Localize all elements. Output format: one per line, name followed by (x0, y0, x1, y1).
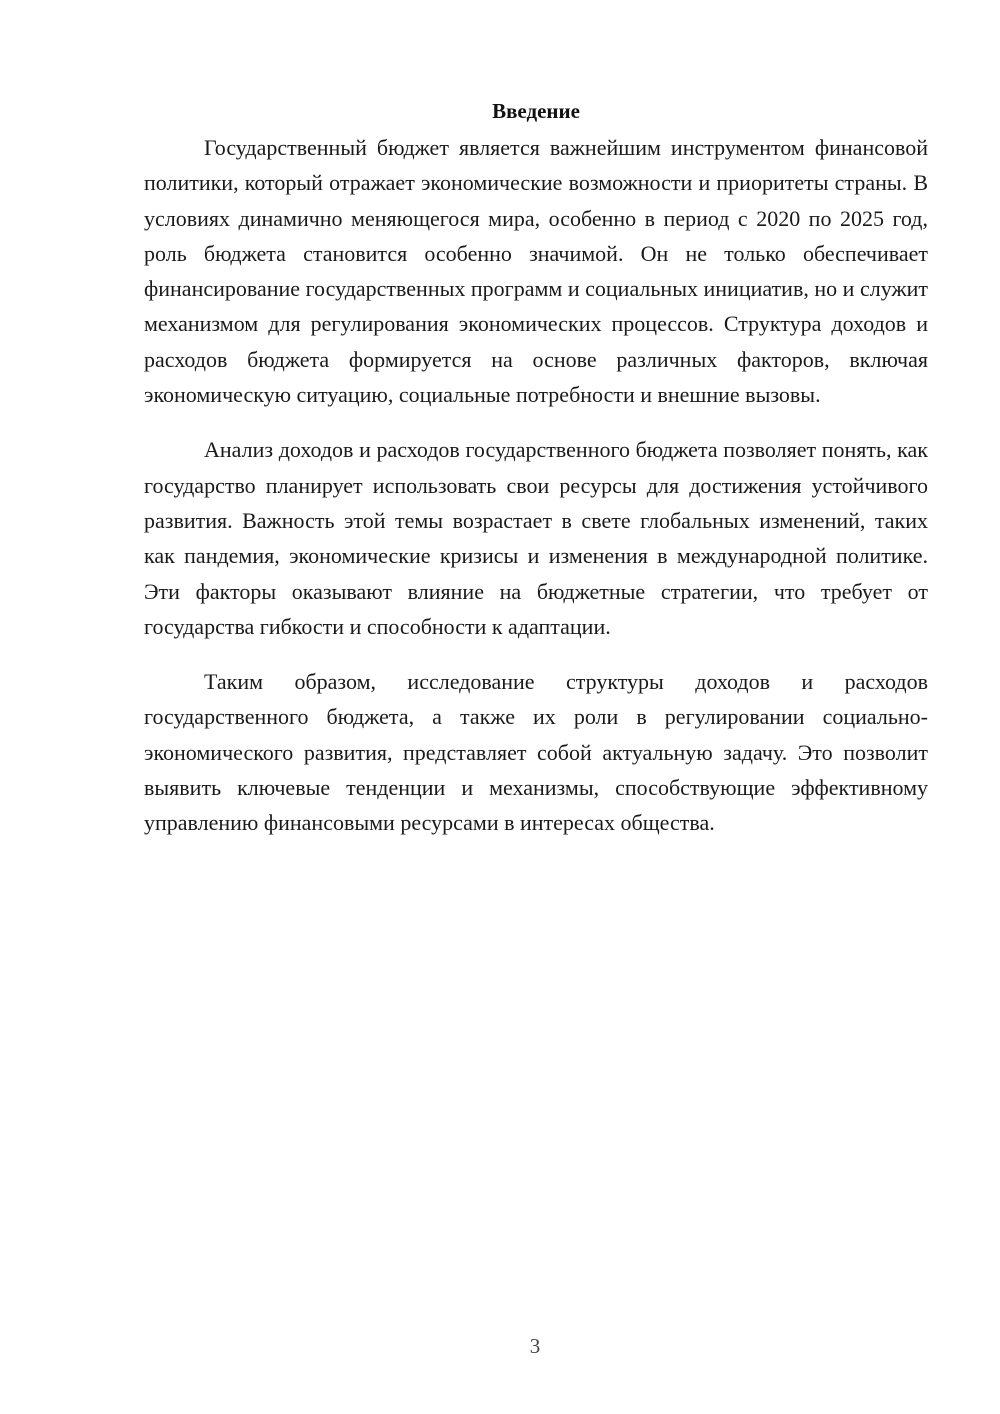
paragraph-2: Анализ доходов и расходов государственного бюджета позволяет понять, как государство планирует использовать свои ресурсы для достижения устойчивого развития. Важность этой темы возрастает в свете глобальных изменений, таких как пандемия, экономические кризисы и изменения в международной политике. Эти факторы оказывают влияние на бюджетные стратегии, что требует от государства гибкости и способности к адаптации. (144, 437, 928, 639)
page-content (144, 96, 928, 861)
paragraph-1: Государственный бюджет является важнейшим инструментом финансовой политики, который отражает экономические возможности и приоритеты страны. В условиях динамично меняющегося мира, особенно в период с 2020 по 2025 год, роль бюджета становится особенно значимой. Он не только обеспечивает финансирование государственных программ и социальных инициатив, но и служит механизмом для регулирования экономических процессов. Структура доходов и расходов бюджета формируется на основе различных факторов, включая экономическую ситуацию, социальные потребности и внешние вызовы. (144, 135, 928, 408)
page-number: 3 (529, 1334, 541, 1358)
section-title: Введение (492, 99, 580, 123)
paragraph-3: Таким образом, исследование структуры доходов и расходов государственного бюджета, а также их роли в регулировании социально-экономического развития, представляет собой актуальную задачу. Это позволит выявить ключевые тенденции и механизмы, способствующие эффективному управлению финансовыми ресурсами в интересах общества. (144, 669, 928, 836)
